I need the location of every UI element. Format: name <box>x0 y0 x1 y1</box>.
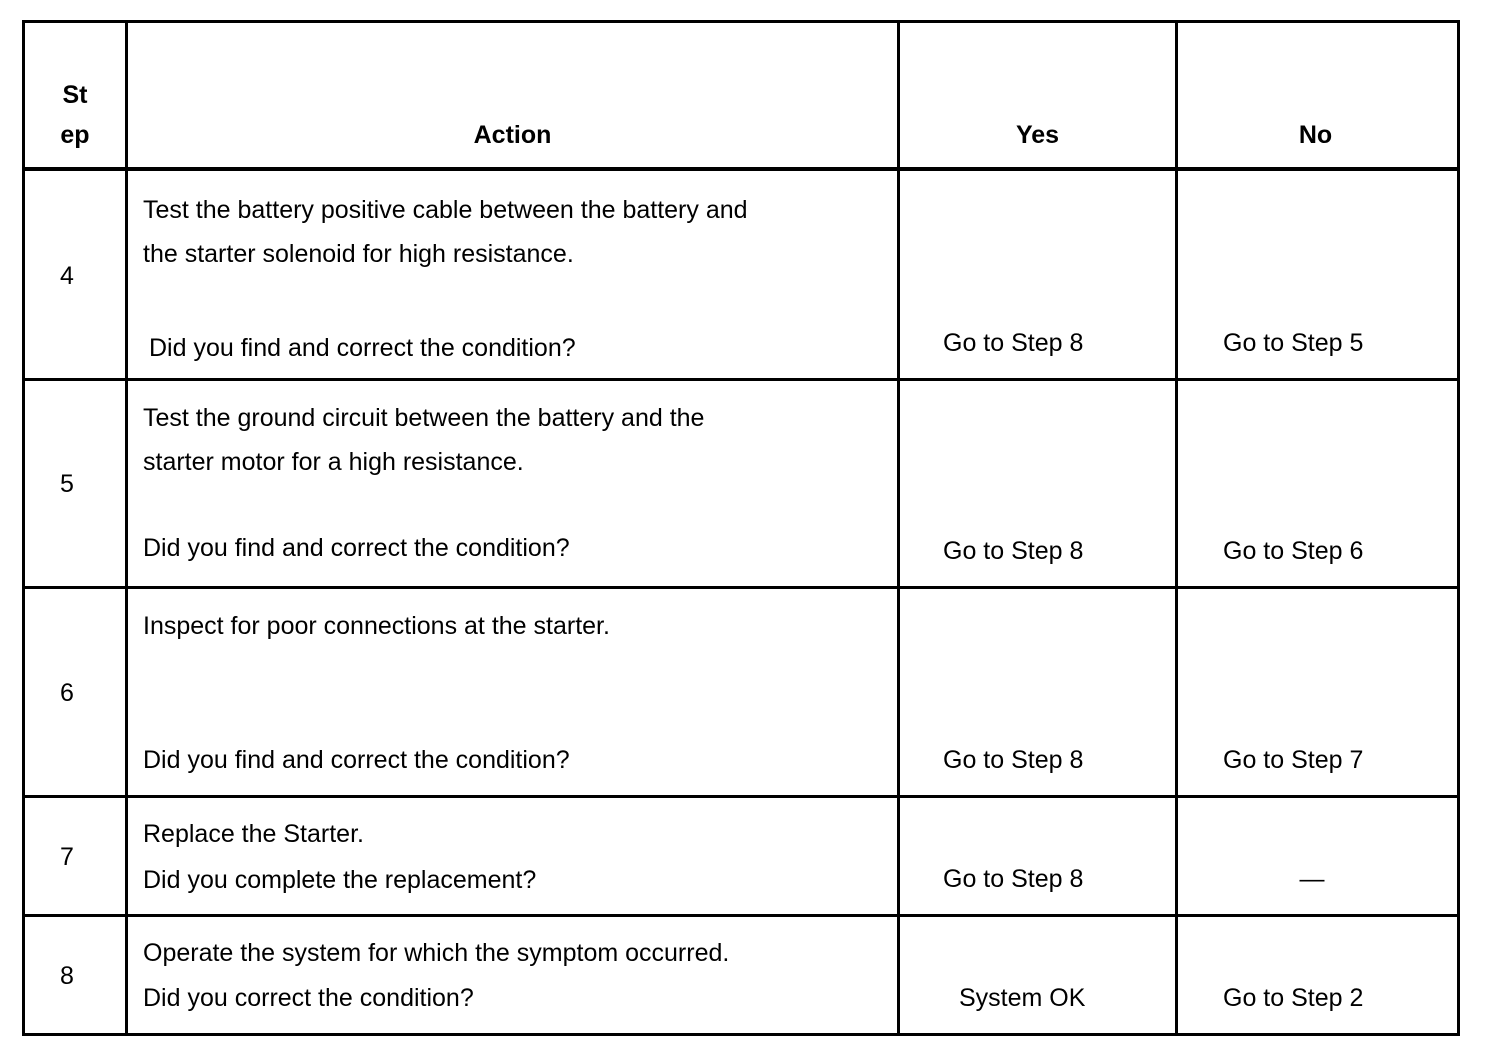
header-divider <box>25 167 1457 171</box>
action-question: Did you find and correct the condition? <box>143 746 570 774</box>
yes-result: System OK <box>959 984 1086 1012</box>
header-step-line2: ep <box>60 121 90 149</box>
yes-result: Go to Step 8 <box>943 329 1084 357</box>
row-divider <box>25 914 1457 917</box>
header-action: Action <box>473 121 552 149</box>
no-result: Go to Step 5 <box>1223 329 1364 357</box>
row-divider <box>25 378 1457 381</box>
column-divider <box>125 23 128 1033</box>
header-step <box>25 75 125 155</box>
row-divider <box>25 586 1457 589</box>
action-text: Test the battery positive cable between the battery and <box>143 196 748 224</box>
action-text: the starter solenoid for high resistance. <box>143 240 574 268</box>
no-result: — <box>1299 865 1325 893</box>
column-divider <box>897 23 900 1033</box>
action-text: Replace the Starter. <box>143 820 364 848</box>
step-number: 6 <box>60 679 74 707</box>
header-step-line1: St <box>62 81 88 109</box>
action-question: Did you find and correct the condition? <box>149 334 576 362</box>
action-question: Did you complete the replacement? <box>143 866 537 894</box>
yes-result: Go to Step 8 <box>943 865 1084 893</box>
action-text: Operate the system for which the symptom occurred. <box>143 939 730 967</box>
step-number: 8 <box>60 962 74 990</box>
no-result: Go to Step 2 <box>1223 984 1364 1012</box>
diagnostic-table <box>22 20 1460 1036</box>
step-number: 7 <box>60 843 74 871</box>
action-question: Did you find and correct the condition? <box>143 534 570 562</box>
header-yes: Yes <box>1015 121 1060 149</box>
action-text: Inspect for poor connections at the starter. <box>143 612 610 640</box>
yes-result: Go to Step 8 <box>943 746 1084 774</box>
action-question: Did you correct the condition? <box>143 984 474 1012</box>
action-text: starter motor for a high resistance. <box>143 448 524 476</box>
no-result: Go to Step 6 <box>1223 537 1364 565</box>
step-number: 4 <box>60 262 74 290</box>
yes-result: Go to Step 8 <box>943 537 1084 565</box>
step-number: 5 <box>60 470 74 498</box>
row-divider <box>25 795 1457 798</box>
no-result: Go to Step 7 <box>1223 746 1364 774</box>
action-text: Test the ground circuit between the battery and the <box>143 404 705 432</box>
header-no: No <box>1298 121 1333 149</box>
